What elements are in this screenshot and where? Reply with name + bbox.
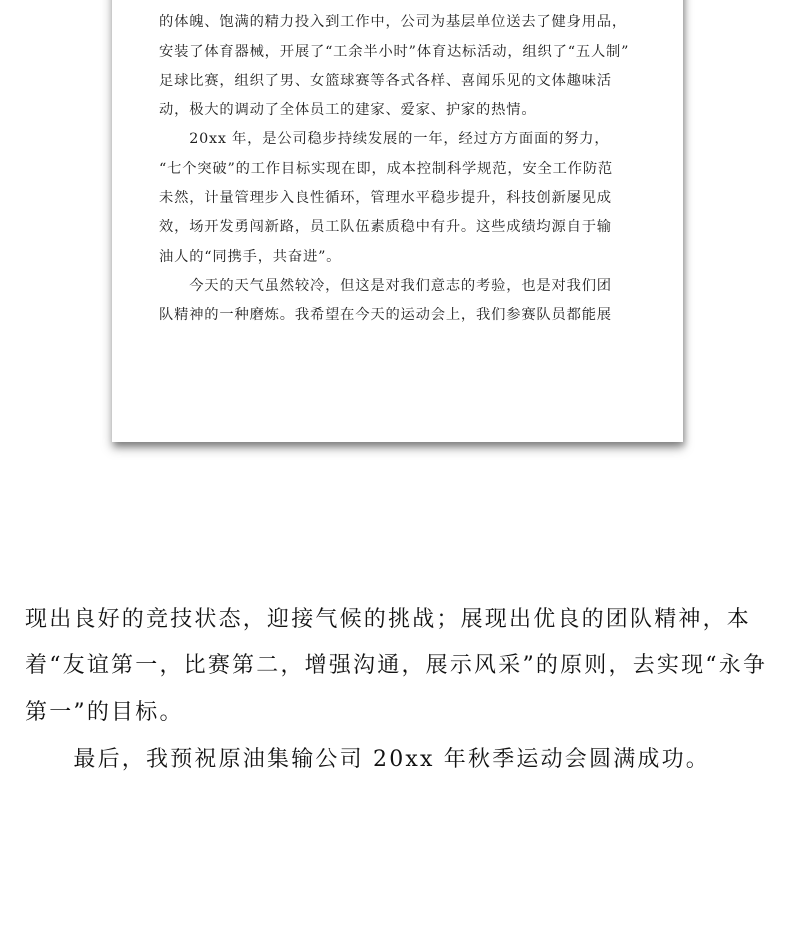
page-text-line: 动，极大的调动了全体员工的建家、爱家、护家的热情。 bbox=[159, 102, 537, 118]
body-text-line: 最后，我预祝原油集输公司 20xx 年秋季运动会圆满成功。 bbox=[25, 747, 710, 772]
page-text-line: 油人的“同携手，共奋进”。 bbox=[159, 249, 342, 265]
page-text-line: 安装了体育器械，开展了“工余半小时”体育达标活动，组织了“五人制” bbox=[159, 44, 630, 60]
body-text-line: 现出良好的竞技状态，迎接气候的挑战；展现出优良的团队精神，本 bbox=[25, 607, 752, 632]
page-text-line: 队精神的一种磨炼。我希望在今天的运动会上，我们参赛队员都能展 bbox=[159, 307, 612, 323]
page-text-line: 20xx 年，是公司稳步持续发展的一年，经过方方面面的努力， bbox=[159, 131, 610, 147]
page-text-line: 效，场开发勇闯新路，员工队伍素质稳中有升。这些成绩均源自于输 bbox=[159, 219, 612, 235]
page-text-line: “七个突破”的工作目标实现在即，成本控制科学规范，安全工作防范 bbox=[159, 161, 614, 177]
body-text-line: 着“友谊第一，比赛第二，增强沟通，展示风采”的原则，去实现“永争 bbox=[25, 653, 768, 678]
page-text-line: 未然，计量管理步入良性循环，管理水平稳步提升，科技创新屡见成 bbox=[159, 190, 612, 206]
page-text-line: 足球比赛，组织了男、女篮球赛等各式各样、喜闻乐见的文体趣味活 bbox=[159, 73, 612, 89]
body-text-line: 第一”的目标。 bbox=[25, 700, 184, 725]
page-text-line: 的体魄、饱满的精力投入到工作中，公司为基层单位送去了健身用品， bbox=[159, 14, 627, 30]
page-text-line: 今天的天气虽然较冷，但这是对我们意志的考验，也是对我们团 bbox=[159, 278, 612, 294]
